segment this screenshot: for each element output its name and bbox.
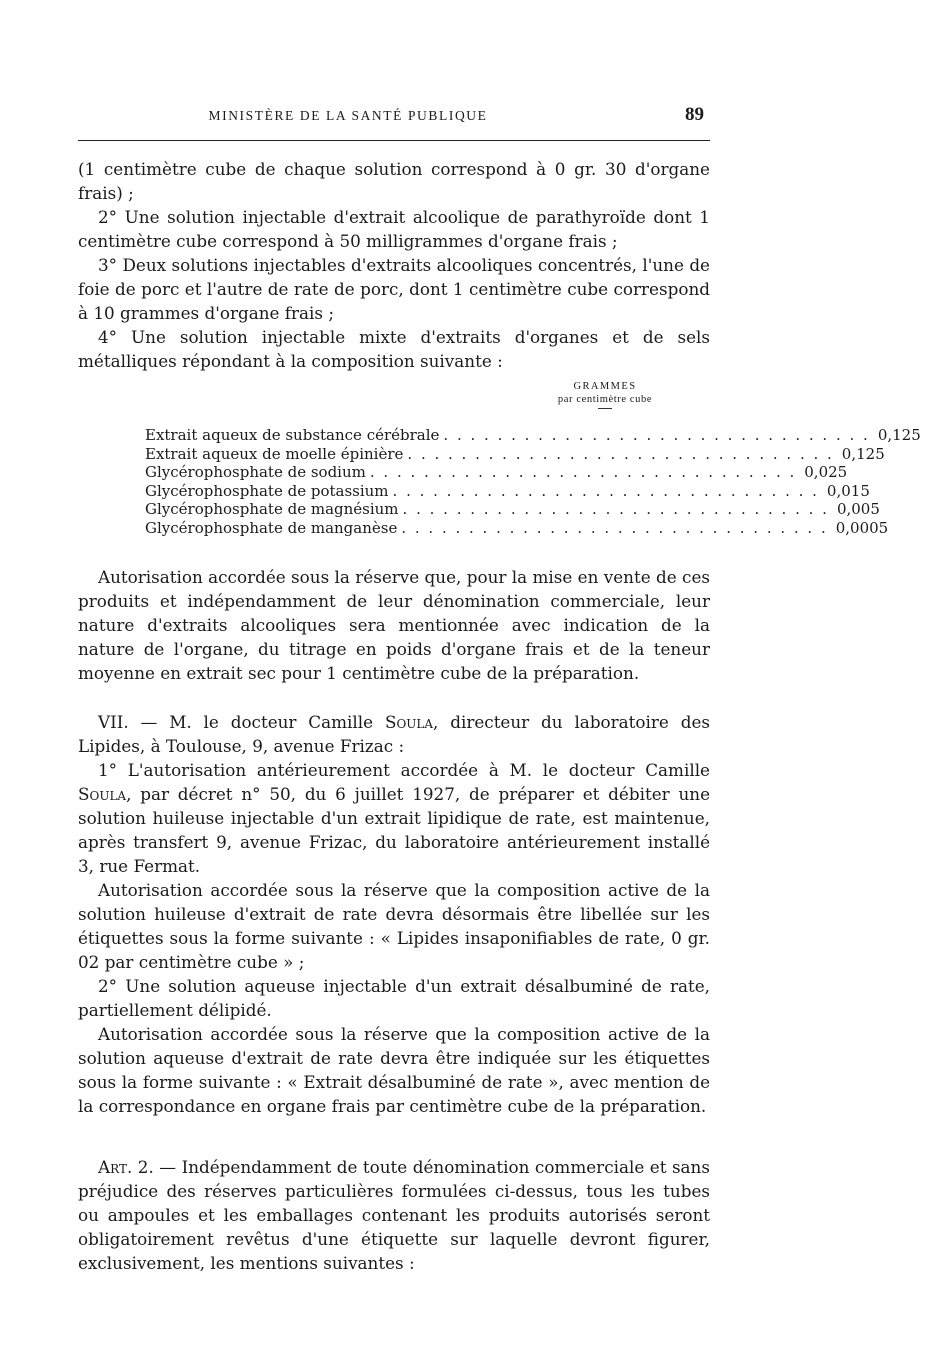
section-vii-heading <box>78 710 710 758</box>
formula-row <box>145 500 880 519</box>
header-rule <box>78 140 710 141</box>
running-head: MINISTÈRE DE LA SANTÉ PUBLIQUE <box>208 108 488 123</box>
paragraph-intro-1: 2° Une solution injectable d'extrait alcoolique de parathyroïde dont 1 centimètre cube correspond à 50 milligrammes d'organe frais ; <box>78 207 710 251</box>
ingredient-value: 0,025 <box>804 463 848 481</box>
paragraph-intro-0: (1 centimètre cube de chaque solution correspond à 0 gr. 30 d'organe frais) ; <box>78 159 710 203</box>
person-name: Soula <box>384 712 434 732</box>
section-vii-item-1 <box>78 758 710 878</box>
paragraph-authorization-1: Autorisation accordée sous la réserve que, pour la mise en vente de ces produits et indépendamment de leur dénomination commerciale, leur nature d'extraits alcooliques sera mentionnée avec indication de la nature de l'organe, du titrage en poids d'organe frais et de la teneur moyenne en extrait sec pour 1 centimètre cube de la préparation. <box>78 567 710 683</box>
ingredient-name: Extrait aqueux de moelle épinière <box>145 444 404 463</box>
formula-row <box>145 444 885 464</box>
leader-dots: . . . . . . . . . . . . . . . . . . . . . . . . . . . . . . . . <box>443 426 870 444</box>
leader-dots: . . . . . . . . . . . . . . . . . . . . . . . . . . . . . . . . <box>401 518 828 537</box>
item1-tail: , par décret n° 50, du 6 juillet 1927, de préparer et débiter une solution huileuse injectable d'un extrait lipidique de rate, est maintenue, après transfert 9, avenue Frizac, du laboratoire antérieurement installé 3, rue Fermat. <box>78 784 710 876</box>
ingredient-value: 0,125 <box>877 426 921 444</box>
person-name: Soula <box>78 784 127 804</box>
article-label: Art. 2. <box>98 1157 154 1177</box>
ingredient-name: Glycérophosphate de manganèse <box>145 518 398 537</box>
ingredient-value: 0,015 <box>826 481 870 500</box>
unit-dash <box>598 408 612 409</box>
authorization-block <box>78 565 710 685</box>
article-2-block <box>78 1155 710 1275</box>
leader-dots: . . . . . . . . . . . . . . . . . . . . . . . . . . . . . . . . <box>407 444 834 463</box>
leader-dots: . . . . . . . . . . . . . . . . . . . . . . . . . . . . . . . . <box>392 481 819 500</box>
page-header <box>78 104 710 132</box>
ingredient-name: Glycérophosphate de magnésium <box>145 500 399 518</box>
formula-row <box>145 481 870 501</box>
item1-lead: 1° L'autorisation antérieurement accordée à M. le docteur Camille <box>98 760 710 780</box>
section-vii-lead: VII. — M. le docteur Camille <box>98 712 374 732</box>
leader-dots: . . . . . . . . . . . . . . . . . . . . . . . . . . . . . . . . <box>369 463 797 481</box>
paragraph-intro-3: 4° Une solution injectable mixte d'extraits d'organes et de sels métalliques répondant à la composition suivante : <box>78 327 710 371</box>
formula-row <box>145 518 889 538</box>
paragraph-intro-2: 3° Deux solutions injectables d'extraits alcooliques concentrés, l'une de foie de porc et l'autre de rate de porc, dont 1 centimètre cube correspond à 10 grammes d'organe frais ; <box>78 255 710 323</box>
section-vii <box>78 710 710 1118</box>
section-vii-tail: , directeur du laboratoire des Lipides, à Toulouse, 9, avenue Frizac : <box>78 712 710 756</box>
section-vii-authorization-2: Autorisation accordée sous la réserve que la composition active de la solution huileuse d'extrait de rate devra désormais être libellée sur les étiquettes sous la forme suivante : « Lipides insaponifiables de rate, 0 gr. 02 par centimètre cube » ; <box>78 880 710 972</box>
unit-line-1: GRAMMES <box>573 381 637 392</box>
article-text: — Indépendamment de toute dénomination commerciale et sans préjudice des réserves particulières formulées ci-dessus, tous les tubes ou ampoules et les emballages contenant les produits autorisés seront obligatoirement revêtus d'une étiquette sur laquelle devront figurer, exclusivement, les mentions suivantes : <box>78 1157 710 1273</box>
intro-block <box>78 157 710 373</box>
ingredient-value: 0,005 <box>836 500 880 518</box>
ingredient-name: Glycérophosphate de sodium <box>145 463 366 481</box>
ingredient-name: Extrait aqueux de substance cérébrale <box>145 426 440 444</box>
formula-row <box>145 426 921 445</box>
ingredient-value: 0,125 <box>841 444 885 463</box>
article-2-paragraph <box>78 1155 710 1275</box>
formula-row <box>145 463 848 482</box>
ingredient-value: 0,0005 <box>835 518 889 537</box>
section-vii-item-2: 2° Une solution aqueuse injectable d'un extrait désalbuminé de rate, partiellement délipidé. <box>78 976 710 1020</box>
formula-table <box>145 426 921 537</box>
page-number: 89 <box>685 104 704 125</box>
formula-unit-heading <box>520 380 690 409</box>
leader-dots: . . . . . . . . . . . . . . . . . . . . . . . . . . . . . . . . <box>402 500 829 518</box>
section-vii-authorization-3: Autorisation accordée sous la réserve que la composition active de la solution aqueuse d'extrait de rate devra être indiquée sur les étiquettes sous la forme suivante : « Extrait désalbuminé de rate », avec mention de la correspondance en organe frais par centimètre cube de la préparation. <box>78 1024 710 1116</box>
ingredient-name: Glycérophosphate de potassium <box>145 481 389 500</box>
unit-line-2: par centimètre cube <box>557 394 653 405</box>
